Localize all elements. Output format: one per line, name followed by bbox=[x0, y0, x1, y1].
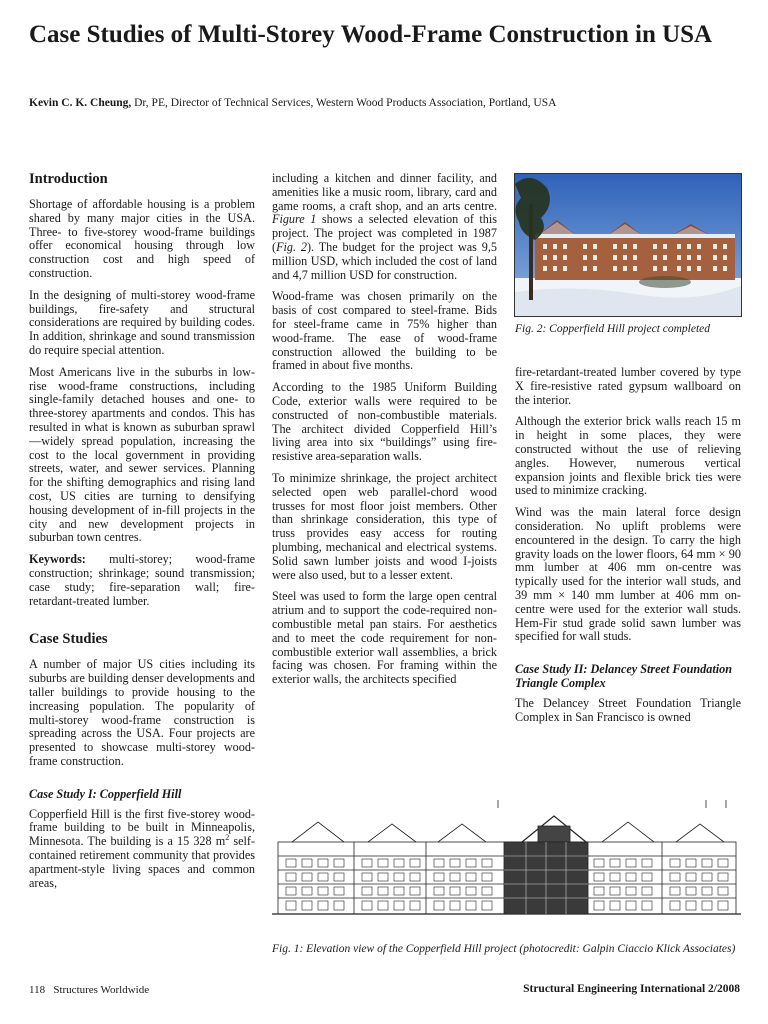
paragraph: In the designing of multi-storey wood-frame buildings, fire-safety and structural considerations are required by building codes. In addition, shrinkage and sound transmission do require special attention. bbox=[29, 287, 255, 357]
section-heading-introduction: Introduction bbox=[29, 171, 108, 187]
elevation-drawing bbox=[272, 796, 741, 936]
paragraph: Wind was the main lateral force design consideration. No uplift problems were encountered in the design. To carry the high gravity loads on the lower floors, 64 mm × 90 mm lumber at 406 mm on-centre was typically used for the interior wall studs, and 39 mm × 140 mm lumber at 406 mm on-centre were used for the exterior wall studs. Hem-Fir stud grade solid sawn lumber was specified for wall studs. bbox=[515, 505, 741, 644]
figure-2-caption: Fig. 2: Copperfield Hill project completed bbox=[515, 323, 711, 335]
figure-1-caption: Fig. 1: Elevation view of the Copperfield Hill project (photocredit: Galpin Ciaccio Klick Associates) bbox=[272, 943, 736, 955]
paragraph: Copperfield Hill is the first five-storey wood-frame building to be built in Minneapolis, Minnesota. The building is a 15 328 $m^2$ self-contained retirement community that provides apartment-style living spaces and common areas, bbox=[29, 806, 255, 890]
paragraph: According to the 1985 Uniform Building Code, exterior walls were required to be constructed of non-combustible materials. The architect divided Copperfield Hill’s living area into six “buildings” using fire-resistive area-separation walls. bbox=[272, 380, 497, 464]
figure-ref: Fig. 2 bbox=[276, 239, 307, 254]
paragraph: To minimize shrinkage, the project architect selected open web parallel-chord wood trusses for most floor joist members. Other than shrinkage consideration, this type of truss provides easy access for routing plumbing, mechanical and electrical systems. Solid sawn lumber joists and wood I-joists were also used, but to a lesser extent. bbox=[272, 470, 497, 582]
author-affiliation: Dr, PE, Director of Technical Services, Western Wood Products Association, Portland, USA bbox=[131, 97, 557, 109]
copperfield-hill-photo bbox=[514, 173, 742, 317]
paragraph: fire-retardant-treated lumber covered by type X fire-resistive rated gypsum wallboard on the interior. bbox=[515, 365, 741, 407]
paragraph: Although the exterior brick walls reach 15 m in height in some places, they were constructed without the use of relieving angles. However, numerous vertical expansion joints and flexible brick ties were used to minimize cracking. bbox=[515, 414, 741, 498]
paper-title: Case Studies of Multi-Storey Wood-Frame Construction in USA bbox=[29, 21, 713, 48]
column-2 bbox=[272, 172, 497, 695]
section-heading-case-studies: Case Studies bbox=[29, 631, 108, 648]
author-line bbox=[29, 96, 739, 110]
paragraph: Steel was used to form the large open central atrium and to support the code-required non-combustible metal pan stairs. For aesthetics and to meet the code requirement for non-combustible exterior wall assemblies, a brick facing was chosen. For framing within the exterior walls, the architects specified bbox=[272, 589, 497, 687]
paragraph: Most Americans live in the suburbs in low-rise wood-frame constructions, including single-family detached houses and one- to three-storey apartments and condos. This has resulted in what is known as suburban sprawl—widely spread population, increasing the cost to the local government in providing streets, water, and sewer services. Planning for the shifting demographics and rising land cost, US cities are turning to densifying housing development of in-fill projects in the city and new development projects in suburban town centres. bbox=[29, 364, 255, 545]
journal-issue: Structural Engineering International 2/2008 bbox=[523, 983, 740, 995]
paragraph: Wood-frame was chosen primarily on the basis of cost compared to steel-frame. Bids for steel-frame came in 75% higher than wood-frame. The ease of wood-frame construction allowed the building to be framed in about five months. bbox=[272, 289, 497, 373]
keywords-text: multi-storey; wood-frame construction; shrinkage; sound transmission; case study; fire-separation wall; fire-retardant-treated lumber. bbox=[29, 552, 255, 608]
paragraph: The Delancey Street Foundation Triangle Complex in San Francisco is owned bbox=[515, 696, 741, 724]
column-1 bbox=[29, 170, 255, 898]
subsection-heading-case-study-2: Case Study II: Delancey Street Foundation Triangle Complex bbox=[515, 662, 733, 691]
subsection-heading-case-study-1: Case Study I: Copperfield Hill bbox=[29, 786, 182, 801]
page-footer-left bbox=[29, 984, 149, 996]
keywords-label: Keywords: bbox=[29, 552, 86, 567]
figure-ref: Figure 1 bbox=[272, 212, 317, 227]
page-number: 118 bbox=[29, 984, 46, 996]
paragraph: Shortage of affordable housing is a problem shared by many major cities in the USA. Three- to five-storey wood-frame buildings offer economical housing through low construction cost and high speed of construction. bbox=[29, 197, 255, 280]
column-3 bbox=[515, 366, 741, 733]
paragraph: including a kitchen and dinner facility, and amenities like a music room, library, card and game rooms, a craft shop, and an arts centre. Figure 1 shows a selected elevation of this project. The project was completed in 1987 (Fig. 2). The budget for the project was 9,5 million USD, which included the cost of land and 4,7 million USD for construction. bbox=[272, 171, 498, 282]
journal-section: Structures Worldwide bbox=[53, 984, 150, 996]
author-name: Kevin C. K. Cheung, bbox=[29, 97, 132, 109]
keywords bbox=[29, 553, 255, 608]
paragraph: A number of major US cities including its suburbs are building denser developments and taller buildings to provide housing to the increasing population. The popularity of multi-storey wood-frame construction is spreading across the USA. Four projects are presented to showcase multi-storey wood-frame construction. bbox=[29, 657, 255, 768]
